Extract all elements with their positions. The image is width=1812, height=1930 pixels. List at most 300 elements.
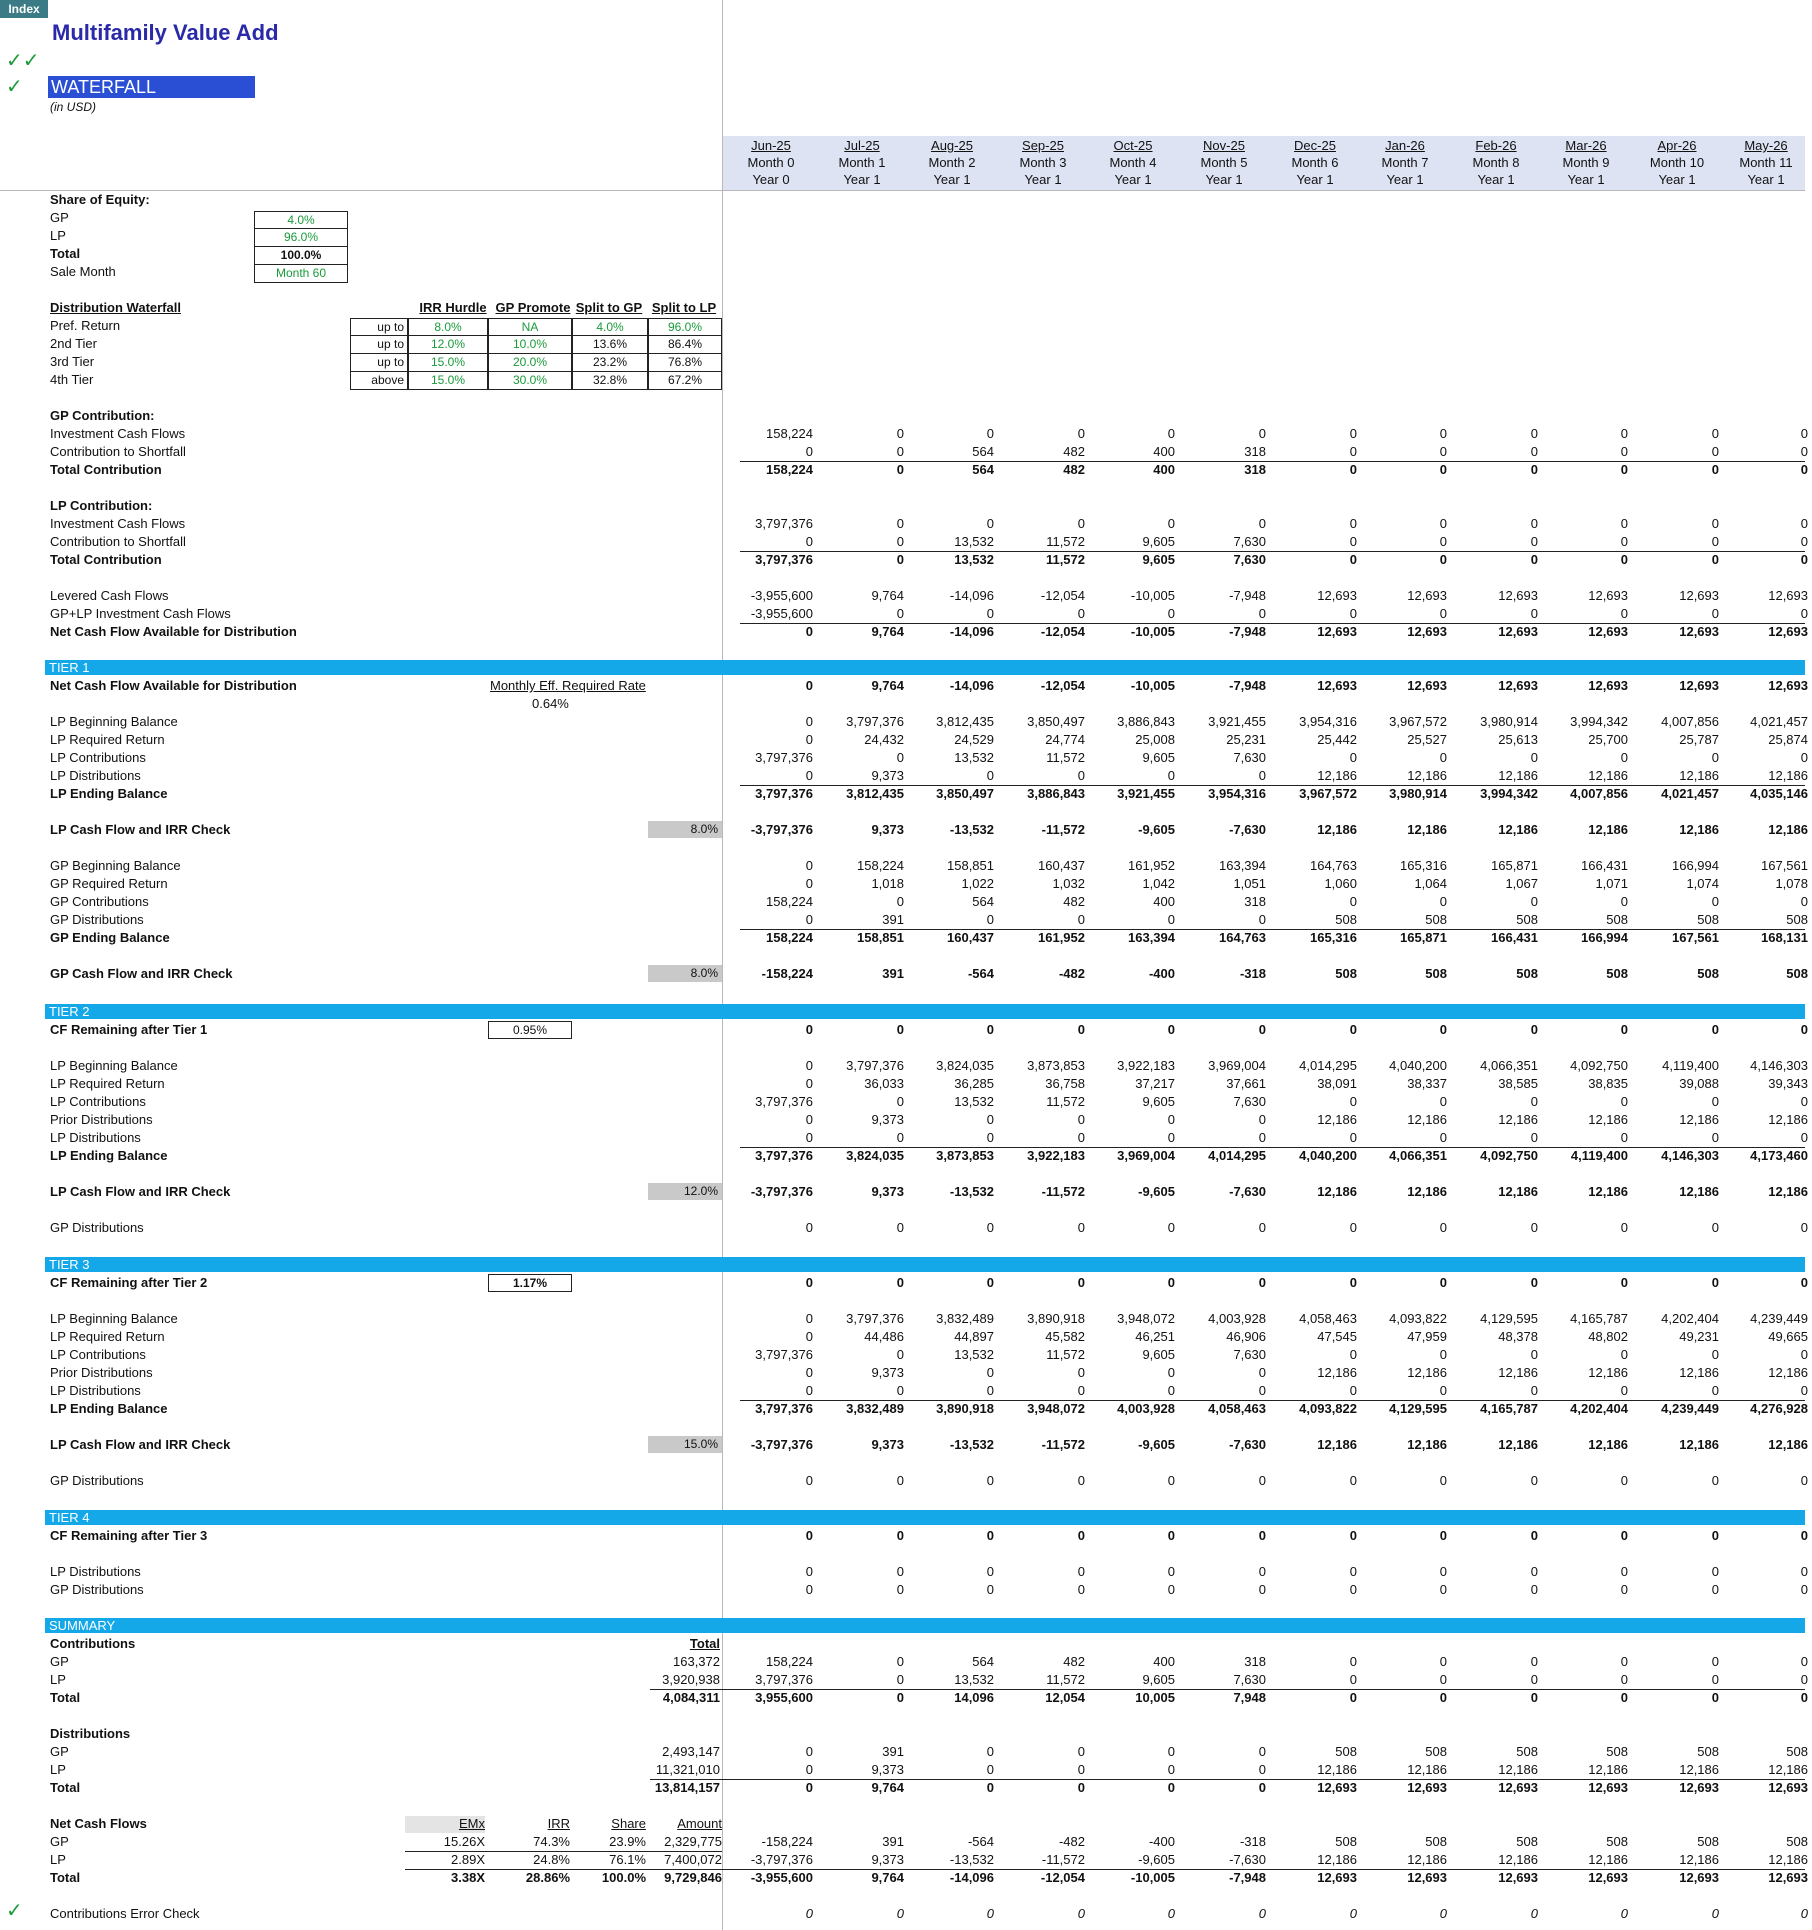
equity-value-cell[interactable]: 100.0% — [254, 247, 348, 265]
cell-value[interactable]: 158,224 — [766, 894, 813, 909]
cell-value[interactable]: 508 — [1606, 966, 1628, 981]
cell-value[interactable]: 44,897 — [954, 1329, 994, 1344]
cell-value[interactable]: 482 — [1063, 894, 1085, 909]
cell-value[interactable]: 0 — [896, 894, 904, 909]
cell-value[interactable]: 24,774 — [1045, 732, 1085, 747]
cell-value[interactable]: 3,969,004 — [1117, 1148, 1175, 1163]
cell-value[interactable]: 160,437 — [1038, 858, 1085, 873]
cell-value[interactable]: 4,165,787 — [1570, 1311, 1628, 1326]
cell-value[interactable]: 0 — [986, 1780, 994, 1795]
cell-value[interactable]: 0 — [1800, 516, 1808, 531]
tier-value-cell[interactable]: NA — [488, 318, 572, 336]
cell-value[interactable]: 0 — [1530, 1672, 1538, 1687]
cell-value[interactable]: 0 — [1439, 516, 1447, 531]
cell-value[interactable]: 158,224 — [766, 426, 813, 441]
cell-value[interactable]: 0 — [896, 1473, 904, 1488]
cell-value[interactable]: 0 — [1258, 1744, 1266, 1759]
cell-value[interactable]: 0 — [896, 462, 904, 477]
cell-value[interactable]: 0 — [986, 1473, 994, 1488]
cell-value[interactable]: 0 — [896, 1690, 904, 1705]
cell-value[interactable]: 44,486 — [864, 1329, 904, 1344]
cell-value[interactable]: 0 — [1258, 1906, 1266, 1921]
cell-value[interactable]: -12,054 — [1040, 678, 1085, 693]
cell-value[interactable]: -400 — [1148, 1834, 1175, 1849]
cell-value[interactable]: 46,251 — [1135, 1329, 1175, 1344]
cell-value[interactable]: 0 — [1349, 1383, 1357, 1398]
cell-value[interactable]: 165,316 — [1310, 930, 1357, 945]
cell-value[interactable]: 12,693 — [1407, 624, 1447, 639]
cell-value[interactable]: 0 — [1258, 1022, 1266, 1037]
cell-value[interactable]: 165,871 — [1491, 858, 1538, 873]
cell-value[interactable]: 1,071 — [1595, 876, 1628, 891]
cell-value[interactable]: 11,572 — [1045, 552, 1085, 567]
cell-value[interactable]: 13,532 — [954, 1347, 994, 1362]
cell-value[interactable]: 0 — [1530, 1564, 1538, 1579]
cell-value[interactable]: 12,054 — [1045, 1690, 1085, 1705]
cell-value[interactable]: 12,186 — [1679, 1437, 1719, 1452]
cell-value[interactable]: 0 — [805, 624, 813, 639]
cell-value[interactable]: 12,186 — [1498, 768, 1538, 783]
cell-value[interactable]: 0 — [1620, 1582, 1628, 1597]
cell-value[interactable]: 0 — [1800, 1094, 1808, 1109]
cell-value[interactable]: -3,955,600 — [750, 588, 813, 603]
cell-value[interactable]: 508 — [1425, 1834, 1447, 1849]
cell-value[interactable]: 508 — [1425, 912, 1447, 927]
cell-value[interactable]: 4,003,928 — [1208, 1311, 1266, 1326]
tier-value-cell[interactable]: 86.4% — [648, 336, 722, 354]
cell-value[interactable]: 12,693 — [1768, 588, 1808, 603]
cell-value[interactable]: 0 — [1349, 1220, 1357, 1235]
cell-value[interactable]: 163,394 — [1128, 930, 1175, 945]
cell-value[interactable]: 0 — [1167, 1365, 1175, 1380]
cell-value[interactable]: 0 — [1800, 444, 1808, 459]
cell-value[interactable]: 0 — [1167, 1528, 1175, 1543]
cell-value[interactable]: 0 — [805, 858, 813, 873]
cell-value[interactable]: 12,186 — [1498, 1437, 1538, 1452]
cell-value[interactable]: 0 — [1077, 1275, 1085, 1290]
cell-value[interactable]: 4,003,928 — [1117, 1401, 1175, 1416]
cell-value[interactable]: 4,066,351 — [1389, 1148, 1447, 1163]
cell-value[interactable]: 12,186 — [1317, 1112, 1357, 1127]
cell-value[interactable]: 0 — [1620, 1220, 1628, 1235]
cell-value[interactable]: 13,532 — [954, 552, 994, 567]
cell-value[interactable]: 1,060 — [1324, 876, 1357, 891]
cell-value[interactable]: 0 — [1258, 516, 1266, 531]
cell-value[interactable]: 38,091 — [1317, 1076, 1357, 1091]
cell-value[interactable]: 0 — [1258, 1780, 1266, 1795]
cell-value[interactable]: 0 — [1349, 462, 1357, 477]
cell-value[interactable]: 12,186 — [1679, 1762, 1719, 1777]
cell-value[interactable]: 47,959 — [1407, 1329, 1447, 1344]
cell-value[interactable]: 0 — [1530, 426, 1538, 441]
cell-value[interactable]: 0 — [986, 1762, 994, 1777]
cell-value[interactable]: 4,239,449 — [1750, 1311, 1808, 1326]
cell-value[interactable]: 164,763 — [1310, 858, 1357, 873]
cell-value[interactable]: 0 — [1800, 1220, 1808, 1235]
cell-value[interactable]: 3,797,376 — [755, 750, 813, 765]
cell-value[interactable]: 12,693 — [1768, 678, 1808, 693]
cell-value[interactable]: 318 — [1244, 462, 1266, 477]
cell-value[interactable]: 0 — [896, 1383, 904, 1398]
cell-value[interactable]: 158,224 — [766, 462, 813, 477]
cell-value[interactable]: 0 — [1711, 1473, 1719, 1488]
cell-value[interactable]: 0 — [1167, 912, 1175, 927]
cell-value[interactable]: 24,529 — [954, 732, 994, 747]
cell-value[interactable]: 0 — [805, 912, 813, 927]
cell-value[interactable]: 3,873,853 — [936, 1148, 994, 1163]
cell-value[interactable]: 12,186 — [1768, 1762, 1808, 1777]
cell-value[interactable]: 49,665 — [1768, 1329, 1808, 1344]
cell-value[interactable]: 3,850,497 — [936, 786, 994, 801]
cell-value[interactable]: 0 — [1800, 1654, 1808, 1669]
cell-value[interactable]: 0 — [805, 1383, 813, 1398]
cell-value[interactable]: 0 — [1620, 750, 1628, 765]
cell-value[interactable]: 161,952 — [1038, 930, 1085, 945]
cell-value[interactable]: 508 — [1606, 1834, 1628, 1849]
cell-value[interactable]: 0 — [986, 1365, 994, 1380]
cell-value[interactable]: 508 — [1786, 966, 1808, 981]
cell-value[interactable]: -14,096 — [949, 624, 994, 639]
cell-value[interactable]: 0 — [805, 1582, 813, 1597]
cell-value[interactable]: 9,605 — [1142, 750, 1175, 765]
cell-value[interactable]: 1,067 — [1505, 876, 1538, 891]
cell-value[interactable]: 0 — [1258, 1564, 1266, 1579]
cell-value[interactable]: 0 — [1349, 1582, 1357, 1597]
cell-value[interactable]: 12,186 — [1407, 822, 1447, 837]
cell-value[interactable]: 0 — [896, 1528, 904, 1543]
cell-value[interactable]: -3,955,600 — [750, 1870, 813, 1885]
cell-value[interactable]: 12,186 — [1768, 1112, 1808, 1127]
cell-value[interactable]: 12,693 — [1317, 1870, 1357, 1885]
cell-value[interactable]: -13,532 — [949, 1852, 994, 1867]
cell-value[interactable]: -482 — [1058, 966, 1085, 981]
cell-value[interactable]: 0 — [1439, 444, 1447, 459]
cell-value[interactable]: 0 — [1800, 1564, 1808, 1579]
cell-value[interactable]: 508 — [1606, 1744, 1628, 1759]
cell-value[interactable]: 0 — [1530, 462, 1538, 477]
cell-value[interactable]: -564 — [967, 1834, 994, 1849]
cell-value[interactable]: 14,096 — [954, 1690, 994, 1705]
cell-value[interactable]: 3,890,918 — [1027, 1311, 1085, 1326]
cell-value[interactable]: 0 — [1800, 1130, 1808, 1145]
cell-value[interactable]: -7,948 — [1229, 1870, 1266, 1885]
cell-value[interactable]: 7,630 — [1233, 750, 1266, 765]
cell-value[interactable]: 0 — [1620, 426, 1628, 441]
cell-value[interactable]: 0 — [1530, 516, 1538, 531]
cell-value[interactable]: 4,173,460 — [1750, 1148, 1808, 1163]
cell-value[interactable]: 3,797,376 — [755, 1401, 813, 1416]
cell-value[interactable]: 3,922,183 — [1117, 1058, 1175, 1073]
cell-value[interactable]: 0 — [1620, 894, 1628, 909]
cell-value[interactable]: -9,605 — [1138, 822, 1175, 837]
cell-value[interactable]: 0 — [1711, 1347, 1719, 1362]
cell-value[interactable]: 37,217 — [1135, 1076, 1175, 1091]
cell-value[interactable]: 0 — [1167, 1112, 1175, 1127]
cell-value[interactable]: 12,186 — [1317, 822, 1357, 837]
cell-value[interactable]: 3,994,342 — [1570, 714, 1628, 729]
cell-value[interactable]: 0 — [1077, 1528, 1085, 1543]
cell-value[interactable]: 400 — [1153, 444, 1175, 459]
cell-value[interactable]: 3,812,435 — [846, 786, 904, 801]
cell-value[interactable]: 0 — [986, 1275, 994, 1290]
cell-value[interactable]: 12,186 — [1317, 1365, 1357, 1380]
cell-value[interactable]: 160,437 — [947, 930, 994, 945]
cell-value[interactable]: 9,373 — [871, 1184, 904, 1199]
cell-value[interactable]: 0 — [896, 1906, 904, 1921]
cell-value[interactable]: 12,186 — [1588, 822, 1628, 837]
cell-value[interactable]: 4,014,295 — [1208, 1148, 1266, 1163]
cell-value[interactable]: 0 — [1439, 534, 1447, 549]
tier-value-cell[interactable]: 4.0% — [572, 318, 648, 336]
cell-value[interactable]: 4,092,750 — [1480, 1148, 1538, 1163]
cell-value[interactable]: 12,186 — [1498, 1852, 1538, 1867]
cell-value[interactable]: 482 — [1063, 1654, 1085, 1669]
cell-value[interactable]: 7,948 — [1233, 1690, 1266, 1705]
cell-value[interactable]: -10,005 — [1130, 624, 1175, 639]
cell-value[interactable]: 0 — [1530, 1275, 1538, 1290]
cell-value[interactable]: 391 — [882, 1834, 904, 1849]
cell-value[interactable]: 0 — [805, 1076, 813, 1091]
cell-value[interactable]: 0 — [1620, 606, 1628, 621]
cell-value[interactable]: 12,186 — [1498, 822, 1538, 837]
cell-value[interactable]: 0 — [1439, 1347, 1447, 1362]
cell-value[interactable]: 4,093,822 — [1299, 1401, 1357, 1416]
cell-value[interactable]: 564 — [972, 462, 994, 477]
cell-value[interactable]: 0 — [1167, 1275, 1175, 1290]
cell-value[interactable]: 12,693 — [1407, 1870, 1447, 1885]
cell-value[interactable]: 12,693 — [1498, 624, 1538, 639]
cell-value[interactable]: 0 — [896, 1022, 904, 1037]
cell-value[interactable]: 9,764 — [871, 588, 904, 603]
cell-value[interactable]: -13,532 — [949, 822, 994, 837]
cell-value[interactable]: 1,032 — [1052, 876, 1085, 891]
tier-rate-cell[interactable]: 1.17% — [488, 1274, 572, 1292]
cell-value[interactable]: 0 — [1711, 1528, 1719, 1543]
cell-value[interactable]: 3,824,035 — [846, 1148, 904, 1163]
cell-value[interactable]: 1,042 — [1142, 876, 1175, 891]
cell-value[interactable]: 166,431 — [1581, 858, 1628, 873]
cell-value[interactable]: 12,186 — [1407, 1762, 1447, 1777]
cell-value[interactable]: 564 — [972, 894, 994, 909]
cell-value[interactable]: 25,008 — [1135, 732, 1175, 747]
cell-value[interactable]: 3,797,376 — [755, 516, 813, 531]
cell-value[interactable]: -400 — [1148, 966, 1175, 981]
cell-value[interactable]: 9,764 — [871, 624, 904, 639]
cell-value[interactable]: 3,886,843 — [1027, 786, 1085, 801]
cell-value[interactable]: 3,922,183 — [1027, 1148, 1085, 1163]
cell-value[interactable]: 508 — [1786, 912, 1808, 927]
cell-value[interactable]: 0 — [1620, 1906, 1628, 1921]
cell-value[interactable]: 0 — [1077, 1906, 1085, 1921]
cell-value[interactable]: 0 — [805, 876, 813, 891]
cell-value[interactable]: 0 — [1077, 1220, 1085, 1235]
cell-value[interactable]: 0 — [986, 426, 994, 441]
cell-value[interactable]: 508 — [1697, 966, 1719, 981]
cell-value[interactable]: 12,186 — [1317, 1762, 1357, 1777]
cell-value[interactable]: 0 — [1620, 1130, 1628, 1145]
cell-value[interactable]: -12,054 — [1040, 588, 1085, 603]
cell-value[interactable]: 0 — [1530, 1582, 1538, 1597]
cell-value[interactable]: 0 — [1711, 1094, 1719, 1109]
cell-value[interactable]: 0 — [805, 1130, 813, 1145]
cell-value[interactable]: 3,797,376 — [755, 1672, 813, 1687]
cell-value[interactable]: 0 — [1258, 1220, 1266, 1235]
cell-value[interactable]: 508 — [1425, 1744, 1447, 1759]
cell-value[interactable]: 0 — [1258, 1473, 1266, 1488]
cell-value[interactable]: 4,040,200 — [1299, 1148, 1357, 1163]
cell-value[interactable]: 12,693 — [1768, 1870, 1808, 1885]
cell-value[interactable]: 48,802 — [1588, 1329, 1628, 1344]
cell-value[interactable]: 36,285 — [954, 1076, 994, 1091]
cell-value[interactable]: 0 — [1258, 1275, 1266, 1290]
cell-value[interactable]: 12,186 — [1588, 1184, 1628, 1199]
cell-value[interactable]: 12,186 — [1588, 1852, 1628, 1867]
cell-value[interactable]: 9,373 — [871, 822, 904, 837]
cell-value[interactable]: 0 — [1077, 1383, 1085, 1398]
cell-value[interactable]: 161,952 — [1128, 858, 1175, 873]
cell-value[interactable]: 0 — [1258, 1582, 1266, 1597]
cell-value[interactable]: 12,186 — [1679, 1365, 1719, 1380]
cell-value[interactable]: 0 — [1349, 1564, 1357, 1579]
cell-value[interactable]: 9,373 — [871, 1762, 904, 1777]
cell-value[interactable]: 564 — [972, 444, 994, 459]
cell-value[interactable]: 0 — [1800, 750, 1808, 765]
cell-value[interactable]: 9,764 — [871, 1780, 904, 1795]
cell-value[interactable]: 12,693 — [1679, 1870, 1719, 1885]
cell-value[interactable]: 166,431 — [1491, 930, 1538, 945]
cell-value[interactable]: 0 — [1439, 1690, 1447, 1705]
cell-value[interactable]: 0 — [1620, 1383, 1628, 1398]
cell-value[interactable]: 0 — [1620, 1473, 1628, 1488]
cell-value[interactable]: -7,948 — [1229, 678, 1266, 693]
cell-value[interactable]: 3,886,843 — [1117, 714, 1175, 729]
cell-value[interactable]: 12,186 — [1588, 1365, 1628, 1380]
cell-value[interactable]: -318 — [1239, 1834, 1266, 1849]
cell-value[interactable]: 318 — [1244, 444, 1266, 459]
cell-value[interactable]: 0 — [805, 1275, 813, 1290]
cell-value[interactable]: 4,146,303 — [1661, 1148, 1719, 1163]
cell-value[interactable]: 9,373 — [871, 768, 904, 783]
cell-value[interactable]: 0 — [805, 534, 813, 549]
cell-value[interactable]: 4,035,146 — [1750, 786, 1808, 801]
cell-value[interactable]: 0 — [1167, 1780, 1175, 1795]
cell-value[interactable]: 1,064 — [1414, 876, 1447, 891]
cell-value[interactable]: 0 — [986, 1564, 994, 1579]
cell-value[interactable]: 12,186 — [1588, 768, 1628, 783]
cell-value[interactable]: 12,693 — [1407, 1780, 1447, 1795]
cell-value[interactable]: 0 — [896, 444, 904, 459]
index-tab[interactable]: Index — [0, 0, 48, 18]
cell-value[interactable]: 0 — [805, 1528, 813, 1543]
cell-value[interactable]: 9,605 — [1142, 534, 1175, 549]
cell-value[interactable]: 0 — [1439, 1564, 1447, 1579]
cell-value[interactable]: 0 — [1800, 1022, 1808, 1037]
cell-value[interactable]: 0 — [805, 444, 813, 459]
cell-value[interactable]: 0 — [1349, 516, 1357, 531]
cell-value[interactable]: 0 — [1800, 462, 1808, 477]
cell-value[interactable]: 49,231 — [1679, 1329, 1719, 1344]
cell-value[interactable]: 0 — [896, 1672, 904, 1687]
equity-value-cell[interactable]: Month 60 — [254, 265, 348, 283]
tier-value-cell[interactable]: 13.6% — [572, 336, 648, 354]
cell-value[interactable]: 3,797,376 — [846, 714, 904, 729]
cell-value[interactable]: 0 — [1349, 750, 1357, 765]
cell-value[interactable]: 0 — [896, 516, 904, 531]
cell-value[interactable]: 3,832,489 — [846, 1401, 904, 1416]
cell-value[interactable]: 12,693 — [1679, 624, 1719, 639]
cell-value[interactable]: 3,948,072 — [1117, 1311, 1175, 1326]
cell-value[interactable]: 4,129,595 — [1389, 1401, 1447, 1416]
cell-value[interactable]: -10,005 — [1130, 678, 1175, 693]
tier-value-cell[interactable]: 67.2% — [648, 372, 722, 390]
cell-value[interactable]: 0 — [986, 606, 994, 621]
cell-value[interactable]: 12,693 — [1768, 624, 1808, 639]
cell-value[interactable]: 0 — [896, 1347, 904, 1362]
cell-value[interactable]: 0 — [1620, 462, 1628, 477]
cell-value[interactable]: 0 — [1620, 1094, 1628, 1109]
cell-value[interactable]: 508 — [1335, 966, 1357, 981]
cell-value[interactable]: 25,442 — [1317, 732, 1357, 747]
cell-value[interactable]: 0 — [1800, 1473, 1808, 1488]
cell-value[interactable]: 12,186 — [1317, 768, 1357, 783]
cell-value[interactable]: 12,693 — [1679, 588, 1719, 603]
cell-value[interactable]: -9,605 — [1138, 1437, 1175, 1452]
cell-value[interactable]: 0 — [1258, 1528, 1266, 1543]
cell-value[interactable]: 0 — [805, 1762, 813, 1777]
cell-value[interactable]: 0 — [1711, 750, 1719, 765]
cell-value[interactable]: -158,224 — [761, 1834, 813, 1849]
cell-value[interactable]: 0 — [1800, 552, 1808, 567]
cell-value[interactable]: 0 — [1711, 1906, 1719, 1921]
cell-value[interactable]: 0 — [1620, 1528, 1628, 1543]
cell-value[interactable]: 391 — [882, 966, 904, 981]
cell-value[interactable]: 482 — [1063, 444, 1085, 459]
cell-value[interactable]: 166,994 — [1672, 858, 1719, 873]
cell-value[interactable]: 0 — [1800, 894, 1808, 909]
cell-value[interactable]: 0 — [986, 1383, 994, 1398]
cell-value[interactable]: 37,661 — [1226, 1076, 1266, 1091]
cell-value[interactable]: 0 — [1711, 1582, 1719, 1597]
cell-value[interactable]: 12,693 — [1588, 624, 1628, 639]
cell-value[interactable]: 0 — [805, 1220, 813, 1235]
cell-value[interactable]: 0 — [1167, 516, 1175, 531]
cell-value[interactable]: 0 — [1800, 1582, 1808, 1597]
cell-value[interactable]: 0 — [1167, 1220, 1175, 1235]
cell-value[interactable]: 25,700 — [1588, 732, 1628, 747]
cell-value[interactable]: 3,921,455 — [1208, 714, 1266, 729]
cell-value[interactable]: 0 — [896, 1220, 904, 1235]
cell-value[interactable]: 0 — [1439, 1383, 1447, 1398]
cell-value[interactable]: 9,373 — [871, 1365, 904, 1380]
cell-value[interactable]: -7,630 — [1229, 1852, 1266, 1867]
cell-value[interactable]: 0 — [1077, 912, 1085, 927]
cell-value[interactable]: 11,572 — [1046, 1672, 1085, 1687]
cell-value[interactable]: 12,186 — [1679, 1852, 1719, 1867]
cell-value[interactable]: 12,186 — [1768, 1365, 1808, 1380]
cell-value[interactable]: -14,096 — [949, 588, 994, 603]
cell-value[interactable]: 0 — [986, 1022, 994, 1037]
cell-value[interactable]: 0 — [805, 1311, 813, 1326]
cell-value[interactable]: 9,605 — [1142, 552, 1175, 567]
cell-value[interactable]: 12,186 — [1407, 1112, 1447, 1127]
cell-value[interactable]: 0 — [1167, 1473, 1175, 1488]
cell-value[interactable]: 0 — [1711, 1383, 1719, 1398]
tier-value-cell[interactable]: 10.0% — [488, 336, 572, 354]
cell-value[interactable]: 4,119,400 — [1662, 1058, 1719, 1073]
cell-value[interactable]: -13,532 — [949, 1437, 994, 1452]
cell-value[interactable]: 0 — [1711, 1220, 1719, 1235]
cell-value[interactable]: 0 — [1349, 1094, 1357, 1109]
